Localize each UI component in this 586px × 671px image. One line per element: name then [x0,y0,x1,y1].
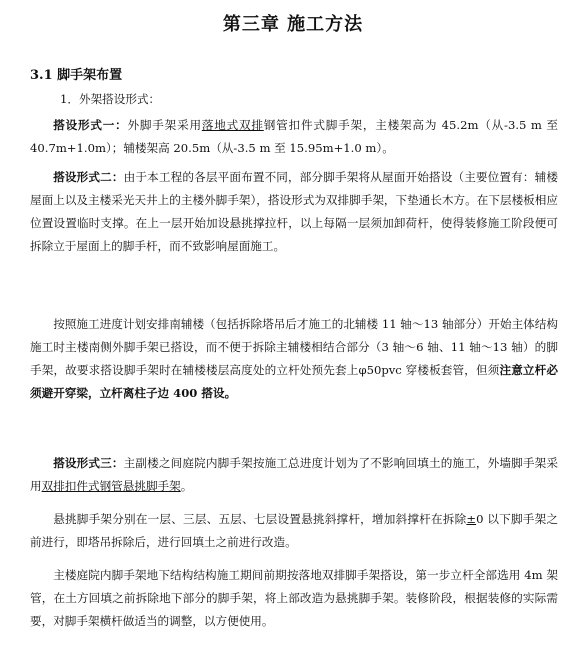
form-two-lead: 搭设形式二： [53,170,124,184]
form-one-text-a: 外脚手架采用 [127,118,202,132]
section-heading: 3.1 脚手架布置 [30,68,123,83]
form-one-underline: 落地式双排 [201,118,264,132]
paragraph-cantilever [30,508,558,554]
form-one-lead: 搭设形式一： [53,118,128,132]
form-three-underline: 双排扣件式钢管悬挑脚手架 [41,479,181,493]
form-three-lead: 搭设形式三： [53,456,124,470]
paragraph-form-one [30,114,558,160]
list-item-1: 1．外架搭设形式： [60,92,161,106]
paragraph-schedule [30,313,558,405]
form-one-text-b: 钢管扣件式脚手架，主楼架高为 45.2m（从-3.5 m 至 40.7m+1.0m）；辅楼架高 20.5m（从-3.5 m 至 15.95m+1.0 m）。 [30,118,558,155]
courtyard-text: 主楼庭院内脚手架地下结构结构施工期间前期按落地双排脚手架搭设，第一步立杆全部选用 4m 架管，在土方回填之前拆除地下部分的脚手架，将上部改造为悬挑脚手架。装修阶段，根据装修的实际需要，对脚手架横杆做适当的调整，以方便使用。 [30,568,558,628]
schedule-text: 按照施工进度计划安排南辅楼（包括拆除塔吊后才施工的北辅楼 11 轴～13 轴部分）开始主体结构施工时主楼南侧外脚手架已搭设，而不便于拆除主辅楼相结合部分（3 轴～6 轴、11 轴～13 轴）的脚手架，故要求搭设脚手架时在辅楼楼层高度处的立杆处预先套上φ50pvc 穿楼板套管，但须 [30,317,558,377]
plus-minus-underline: ± [466,512,477,526]
form-two-text: 由于本工程的各层平面布置不同，部分脚手架将从屋面开始搭设（主要位置有：辅楼屋面上以及主楼采光天井上的主楼外脚手架），搭设形式为双排脚手架，下垫通长木方。在下层楼板相应位置设置临时支撑。在上一层开始加设悬挑撑拉杆，以上每隔一层须加卸荷杆，使得装修施工阶段便可拆除立于屋面上的脚手杆，而不致影响屋面施工。 [30,170,558,253]
paragraph-courtyard [30,564,558,633]
cantilever-text-a: 悬挑脚手架分别在一层、三层、五层、七层设置悬挑斜撑杆，增加斜撑杆在拆除 [53,512,467,526]
chapter-title: 第三章 施工方法 [222,14,364,35]
paragraph-form-three [30,452,558,498]
schedule-bold-note: 注意立杆必须避开穿梁，立杆离柱子边 400 搭设。 [30,363,558,400]
cantilever-text-b: 0 以下脚手架之前进行，即塔吊拆除后，进行回填土之前进行改造。 [30,512,558,549]
paragraph-form-two [30,166,558,258]
form-three-text-b: 。 [180,479,193,493]
form-three-text-a: 主副楼之间庭院内脚手架按施工总进度计划为了不影响回填土的施工，外墙脚手架采用 [30,456,558,493]
